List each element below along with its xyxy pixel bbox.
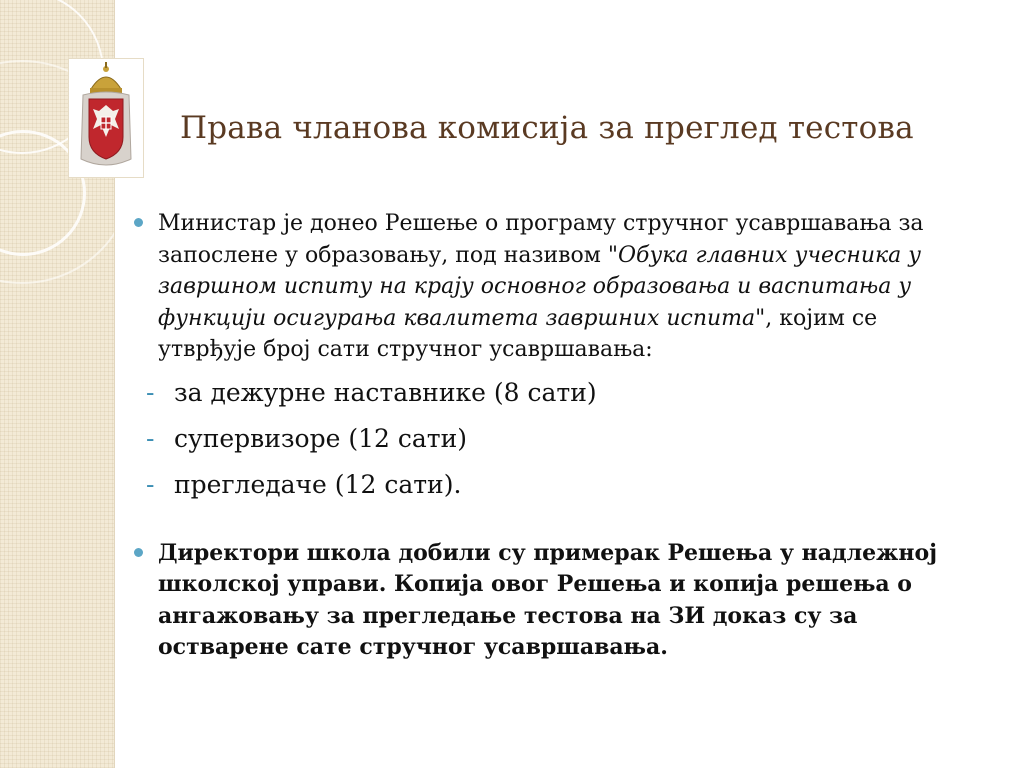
coat-of-arms-icon — [69, 59, 143, 177]
sub-item-label: за дежурне наставнике (8 сати) — [174, 377, 597, 407]
slide-content — [134, 208, 964, 664]
sub-item — [134, 416, 964, 462]
dash-icon: - — [146, 423, 155, 453]
sub-item-label: прегледаче (12 сати). — [174, 469, 462, 499]
sub-list — [134, 370, 964, 508]
sub-item-label: супервизоре (12 сати) — [174, 423, 468, 453]
bullet-icon — [134, 218, 143, 227]
coat-of-arms-emblem — [68, 58, 144, 178]
paragraph-2-text: Директори школа добили су примерак Решења у надлежној школској управи. Копија овог Решења и копија решења о ангажовању за прегледање тестова на ЗИ доказ су за остварене сате стручног усавршавања. — [158, 539, 938, 660]
bullet-paragraph-1 — [134, 208, 964, 366]
bullet-icon — [134, 548, 143, 557]
dash-icon: - — [146, 377, 155, 407]
sub-item — [134, 462, 964, 508]
paragraph-1-text: Министар је донео Решење о програму стручног усавршавања за запослене у образовању, под називом " — [158, 211, 924, 268]
dash-icon: - — [146, 469, 155, 499]
bullet-paragraph-2 — [134, 538, 964, 664]
paragraph-1-italic: Обука главних учесника у завршном испиту на крају основног образовања и васпитања у функцији осигурања квалитета завршних испита" — [158, 242, 922, 331]
paragraph-1-end: , којим се утврђује број сати стручног усавршавања: — [158, 305, 878, 362]
slide-title: Права чланова комисија за преглед тестова — [180, 110, 914, 146]
sub-item — [134, 370, 964, 416]
